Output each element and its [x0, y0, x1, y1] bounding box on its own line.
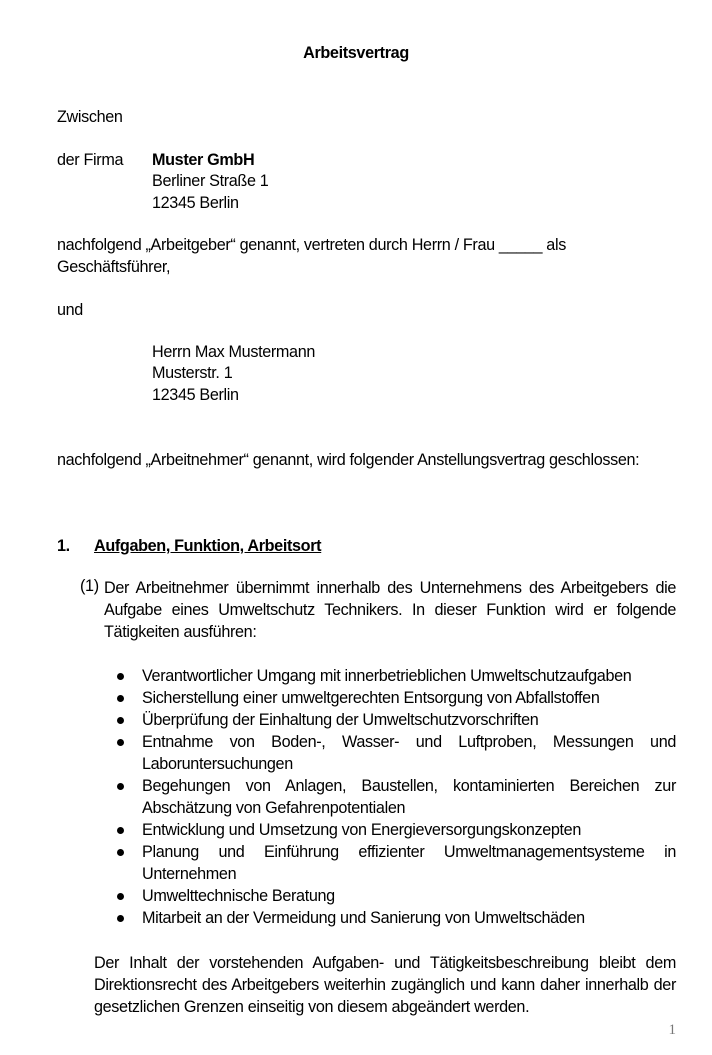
bullet-icon	[117, 739, 124, 746]
list-item	[115, 885, 676, 907]
paragraph-1-number: (1)	[80, 577, 99, 595]
between-label: Zwischen	[57, 108, 123, 126]
list-item	[115, 687, 676, 709]
section-1-number: 1.	[57, 537, 70, 555]
employer-city: 12345 Berlin	[152, 194, 239, 212]
employer-note-line2: Geschäftsführer,	[57, 258, 171, 276]
bullet-icon	[117, 893, 124, 900]
task-text: Sicherstellung einer umweltgerechten Entsorgung von Abfallstoffen	[142, 689, 600, 707]
bullet-icon	[117, 915, 124, 922]
task-text: Planung und Einführung effizienter Umweltmanagementsysteme in Unternehmen	[142, 843, 676, 883]
task-text: Entwicklung und Umsetzung von Energieversorgungskonzepten	[142, 821, 581, 839]
and-label: und	[57, 301, 83, 319]
section-1-title: Aufgaben, Funktion, Arbeitsort	[94, 537, 322, 555]
task-text: Begehungen von Anlagen, Baustellen, kontaminierten Bereichen zur Abschätzung von Gefahrenpotentialen	[142, 777, 676, 817]
list-item	[115, 709, 676, 731]
task-text: Mitarbeit an der Vermeidung und Sanierung von Umweltschäden	[142, 909, 585, 927]
employee-note: nachfolgend „Arbeitnehmer“ genannt, wird folgender Anstellungsvertrag geschlossen:	[57, 451, 640, 469]
employer-note-line1: nachfolgend „Arbeitgeber“ genannt, vertreten durch Herrn / Frau _____ als	[57, 236, 566, 254]
employer-label: der Firma	[57, 151, 124, 169]
employee-street: Musterstr. 1	[152, 364, 233, 382]
list-item	[115, 841, 676, 885]
bullet-icon	[117, 827, 124, 834]
bullet-icon	[117, 783, 124, 790]
page-number: 1	[668, 1022, 676, 1038]
employee-name: Herrn Max Mustermann	[152, 343, 316, 361]
employer-name: Muster GmbH	[152, 151, 255, 169]
bullet-icon	[117, 849, 124, 856]
bullet-icon	[117, 673, 124, 680]
section-1-heading	[57, 537, 321, 556]
employee-city: 12345 Berlin	[152, 386, 239, 404]
list-item	[115, 665, 676, 687]
closing-paragraph: Der Inhalt der vorstehenden Aufgaben- und Tätigkeitsbeschreibung bleibt dem Direktionsrecht des Arbeitgebers weiterhin zugänglich und kann daher innerhalb der gesetzlichen Grenzen einseitig von diesem abgeändert werden.	[94, 954, 676, 1016]
list-item	[115, 907, 676, 929]
bullet-icon	[117, 695, 124, 702]
task-text: Verantwortlicher Umgang mit innerbetrieblichen Umweltschutzaufgaben	[142, 667, 632, 685]
list-item	[115, 775, 676, 819]
employer-street: Berliner Straße 1	[152, 172, 269, 190]
task-text: Überprüfung der Einhaltung der Umweltschutzvorschriften	[142, 711, 539, 729]
task-text: Entnahme von Boden-, Wasser- und Luftproben, Messungen und Laboruntersuchungen	[142, 733, 676, 773]
task-text: Umwelttechnische Beratung	[142, 887, 335, 905]
list-item	[115, 819, 676, 841]
paragraph-1-text: Der Arbeitnehmer übernimmt innerhalb des Unternehmens des Arbeitgebers die Aufgabe eines Umweltschutz Technikers. In dieser Funktion wird er folgende Tätigkeiten ausführen:	[104, 579, 676, 641]
list-item	[115, 731, 676, 775]
task-list	[115, 665, 676, 929]
bullet-icon	[117, 717, 124, 724]
document-title: Arbeitsvertrag	[303, 44, 409, 62]
